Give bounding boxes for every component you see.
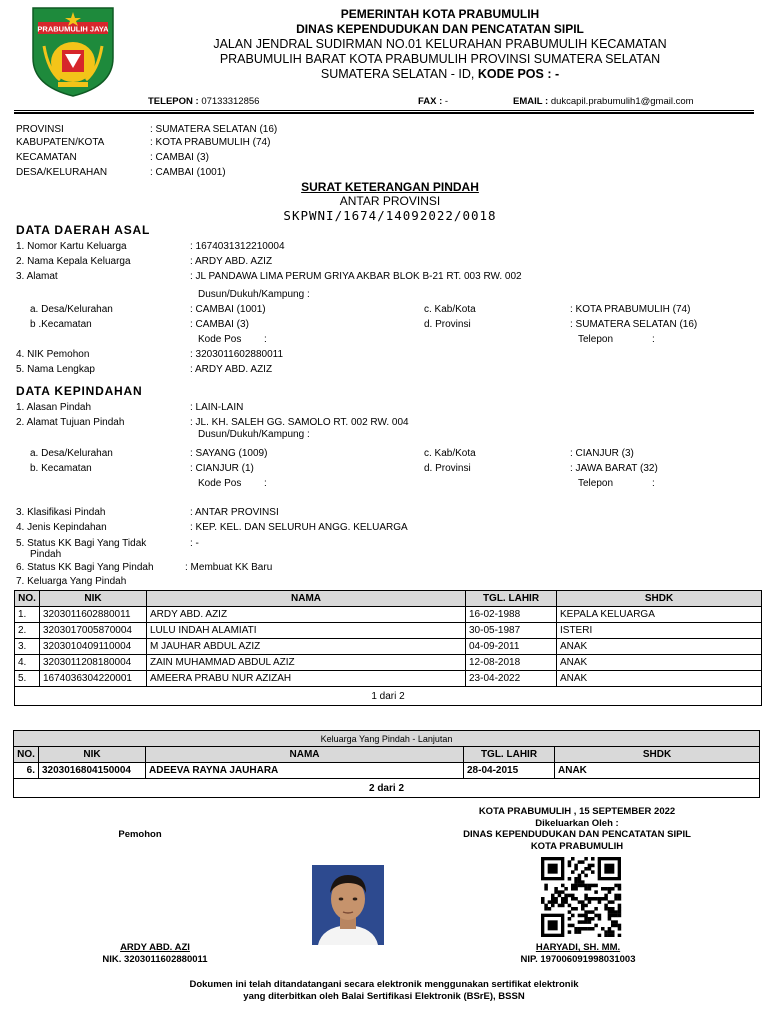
cell-shdk: ISTERI xyxy=(557,623,762,639)
issuing-office-city: KOTA PRABUMULIH xyxy=(530,841,624,852)
cell-nik: 3203016804150004 xyxy=(39,763,146,779)
field-value: : Membuat KK Baru xyxy=(185,562,273,573)
table-row xyxy=(15,639,762,655)
field-value: : SUMATERA SELATAN (16) xyxy=(570,319,698,330)
region-value-desa: : CAMBAI (1001) xyxy=(150,167,226,178)
table-caption-row xyxy=(14,731,760,747)
table-page-row xyxy=(14,779,760,798)
field-value: : SAYANG (1009) xyxy=(190,448,268,459)
family-members-continued-table xyxy=(13,730,760,798)
header-divider-thick xyxy=(14,112,754,114)
field-label: b. Kecamatan xyxy=(30,463,92,474)
field-value: : 1674031312210004 xyxy=(190,241,285,252)
col-header-nama: NAMA xyxy=(147,591,466,607)
page-indicator: 1 dari 2 xyxy=(15,687,762,706)
issued-by-label: Dikeluarkan Oleh : xyxy=(535,818,619,829)
field-value: : 3203011602880011 xyxy=(190,349,284,360)
field-value: : ANTAR PROVINSI xyxy=(190,507,279,518)
field-value: : CAMBAI (3) xyxy=(190,319,249,330)
field-label: Dusun/Dukuh/Kampung : xyxy=(198,429,310,440)
field-label: 2. Alamat Tujuan Pindah xyxy=(16,417,125,428)
address-line-3: SUMATERA SELATAN - ID, KODE POS : - xyxy=(320,67,560,81)
cell-nama: LULU INDAH ALAMIATI xyxy=(147,623,466,639)
table-row xyxy=(15,671,762,687)
col-header-shdk: SHDK xyxy=(557,591,762,607)
field-label: 4. NIK Pemohon xyxy=(16,349,90,360)
cell-nama: ARDY ABD. AZIZ xyxy=(147,607,466,623)
cell-tgl-lahir: 28-04-2015 xyxy=(464,763,555,779)
page-indicator: 2 dari 2 xyxy=(14,779,760,798)
issuing-office: DINAS KEPENDUDUKAN DAN PENCATATAN SIPIL xyxy=(463,829,691,840)
cell-shdk: ANAK xyxy=(557,639,762,655)
cell-shdk: KEPALA KELUARGA xyxy=(557,607,762,623)
cell-nama: ADEEVA RAYNA JAUHARA xyxy=(146,763,464,779)
field-label: 1. Nomor Kartu Keluarga xyxy=(16,241,127,252)
col-header-tgl-lahir: TGL. LAHIR xyxy=(464,747,555,763)
cell-no: 3. xyxy=(15,639,40,655)
cell-nik: 3203011602880011 xyxy=(40,607,147,623)
telepon-info: TELEPON : 07133312856 xyxy=(148,96,260,107)
document-number: SKPWNI/1674/14092022/0018 xyxy=(283,208,497,223)
cell-tgl-lahir: 16-02-1988 xyxy=(466,607,557,623)
region-label-kabupaten: KABUPATEN/KOTA xyxy=(16,137,105,148)
field-value: : JL PANDAWA LIMA PERUM GRIYA AKBAR BLOK B-21 RT. 003 RW. 002 xyxy=(190,271,522,282)
field-label: 1. Alasan Pindah xyxy=(16,402,92,413)
cell-nama: ZAIN MUHAMMAD ABDUL AZIZ xyxy=(147,655,466,671)
cell-tgl-lahir: 30-05-1987 xyxy=(466,623,557,639)
e-signature-notice-line-2: yang diterbitkan oleh Balai Sertifikasi Elektronik (BSrE), BSSN xyxy=(243,991,525,1002)
applicant-label: Pemohon xyxy=(118,829,162,840)
field-value: : JAWA BARAT (32) xyxy=(570,463,658,474)
cell-no: 1. xyxy=(15,607,40,623)
cell-nik: 3203011208180004 xyxy=(40,655,147,671)
field-label: 5. Nama Lengkap xyxy=(16,364,95,375)
region-value-provinsi: : SUMATERA SELATAN (16) xyxy=(150,124,278,135)
field-label: c. Kab/Kota xyxy=(424,304,476,315)
address-line-2: PRABUMULIH BARAT KOTA PRABUMULIH PROVINSI SUMATERA SELATAN xyxy=(219,52,661,66)
place-date: KOTA PRABUMULIH , 15 SEPTEMBER 2022 xyxy=(478,806,676,817)
header-divider xyxy=(14,110,754,111)
cell-shdk: ANAK xyxy=(557,671,762,687)
table-header-row xyxy=(15,591,762,607)
table-row xyxy=(15,607,762,623)
field-value: : - xyxy=(190,538,199,549)
region-value-kecamatan: : CAMBAI (3) xyxy=(150,152,209,163)
col-header-no: NO. xyxy=(14,747,39,763)
field-value: : LAIN-LAIN xyxy=(190,402,244,413)
field-label: Pindah xyxy=(30,549,62,560)
gov-title: PEMERINTAH KOTA PRABUMULIH xyxy=(340,7,540,21)
field-label: d. Provinsi xyxy=(424,319,471,330)
cell-shdk: ANAK xyxy=(555,763,760,779)
cell-no: 5. xyxy=(15,671,40,687)
applicant-name: ARDY ABD. AZI xyxy=(120,942,190,953)
field-label: 4. Jenis Kepindahan xyxy=(16,522,107,533)
field-label: 6. Status KK Bagi Yang Pindah xyxy=(16,562,154,573)
field-value: : KEP. KEL. DAN SELURUH ANGG. KELUARGA xyxy=(190,522,408,533)
cell-no: 6. xyxy=(14,763,39,779)
cell-shdk: ANAK xyxy=(557,655,762,671)
field-value: : JL. KH. SALEH GG. SAMOLO RT. 002 RW. 004 xyxy=(190,417,409,428)
field-value: : ARDY ABD. AZIZ xyxy=(190,256,273,267)
field-label: 2. Nama Kepala Keluarga xyxy=(16,256,131,267)
field-label: Kode Pos xyxy=(198,334,242,345)
field-value: : ARDY ABD. AZIZ xyxy=(190,364,273,375)
field-value: : xyxy=(652,478,655,489)
section-heading-asal: DATA DAERAH ASAL xyxy=(16,223,151,237)
address-line-1: JALAN JENDRAL SUDIRMAN NO.01 KELURAHAN PRABUMULIH KECAMATAN xyxy=(213,37,667,51)
cell-nama: M JAUHAR ABDUL AZIZ xyxy=(147,639,466,655)
document-subtitle: ANTAR PROVINSI xyxy=(339,194,441,208)
region-label-provinsi: PROVINSI xyxy=(16,124,64,135)
agency-title: DINAS KEPENDUDUKAN DAN PENCATATAN SIPIL xyxy=(296,22,584,36)
col-header-shdk: SHDK xyxy=(555,747,760,763)
field-value: : KOTA PRABUMULIH (74) xyxy=(570,304,691,315)
qr-code xyxy=(533,857,629,937)
field-value: : CAMBAI (1001) xyxy=(190,304,266,315)
cell-nik: 1674036304220001 xyxy=(40,671,147,687)
field-value: : xyxy=(264,334,267,345)
field-value: : CIANJUR (1) xyxy=(190,463,254,474)
table-row xyxy=(14,763,760,779)
table-page-row xyxy=(15,687,762,706)
cell-nik: 3203010409110004 xyxy=(40,639,147,655)
cell-no: 2. xyxy=(15,623,40,639)
field-label: 3. Klasifikasi Pindah xyxy=(16,507,106,518)
cell-tgl-lahir: 23-04-2022 xyxy=(466,671,557,687)
city-emblem-logo xyxy=(30,6,116,98)
field-value: : CIANJUR (3) xyxy=(570,448,634,459)
document-title: SURAT KETERANGAN PINDAH xyxy=(301,180,479,194)
field-label: a. Desa/Kelurahan xyxy=(30,304,113,315)
cell-nama: AMEERA PRABU NUR AZIZAH xyxy=(147,671,466,687)
col-header-no: NO. xyxy=(15,591,40,607)
region-value-kabupaten: : KOTA PRABUMULIH (74) xyxy=(150,137,271,148)
field-label: d. Provinsi xyxy=(424,463,471,474)
fax-info: FAX : - xyxy=(418,96,449,107)
table-row xyxy=(15,623,762,639)
field-label: Telepon xyxy=(578,478,614,489)
table-caption: Keluarga Yang Pindah - Lanjutan xyxy=(14,731,760,747)
region-label-desa: DESA/KELURAHAN xyxy=(16,167,108,178)
field-label: a. Desa/Kelurahan xyxy=(30,448,113,459)
svg-text:PRABUMULIH JAYA: PRABUMULIH JAYA xyxy=(37,24,109,34)
applicant-nik: NIK. 3203011602880011 xyxy=(102,954,208,965)
field-label: 5. Status KK Bagi Yang Tidak xyxy=(16,538,147,549)
field-label: c. Kab/Kota xyxy=(424,448,476,459)
region-label-kecamatan: KECAMATAN xyxy=(16,152,77,163)
cell-no: 4. xyxy=(15,655,40,671)
cell-nik: 3203017005870004 xyxy=(40,623,147,639)
section-heading-kepindahan: DATA KEPINDAHAN xyxy=(16,384,143,398)
field-label: Telepon xyxy=(578,334,614,345)
col-header-nik: NIK xyxy=(39,747,146,763)
cell-tgl-lahir: 12-08-2018 xyxy=(466,655,557,671)
table-row xyxy=(15,655,762,671)
field-value: : xyxy=(264,478,267,489)
applicant-photo xyxy=(312,865,384,945)
official-nip: NIP. 197006091998031003 xyxy=(520,954,636,965)
cell-tgl-lahir: 04-09-2011 xyxy=(466,639,557,655)
field-label: 3. Alamat xyxy=(16,271,58,282)
field-label: Dusun/Dukuh/Kampung : xyxy=(198,289,310,300)
field-value: : xyxy=(652,334,655,345)
col-header-nik: NIK xyxy=(40,591,147,607)
field-label: 7. Keluarga Yang Pindah xyxy=(16,576,127,587)
family-members-table xyxy=(14,590,762,706)
email-info: EMAIL : dukcapil.prabumulih1@gmail.com xyxy=(513,96,694,107)
agency-address xyxy=(120,37,760,82)
official-name: HARYADI, SH. MM. xyxy=(535,942,621,953)
col-header-nama: NAMA xyxy=(146,747,464,763)
table-header-row xyxy=(14,747,760,763)
field-label: b .Kecamatan xyxy=(30,319,92,330)
col-header-tgl-lahir: TGL. LAHIR xyxy=(466,591,557,607)
e-signature-notice-line-1: Dokumen ini telah ditandatangani secara elektronik menggunakan sertifikat elektronik xyxy=(189,979,579,990)
field-label: Kode Pos xyxy=(198,478,242,489)
